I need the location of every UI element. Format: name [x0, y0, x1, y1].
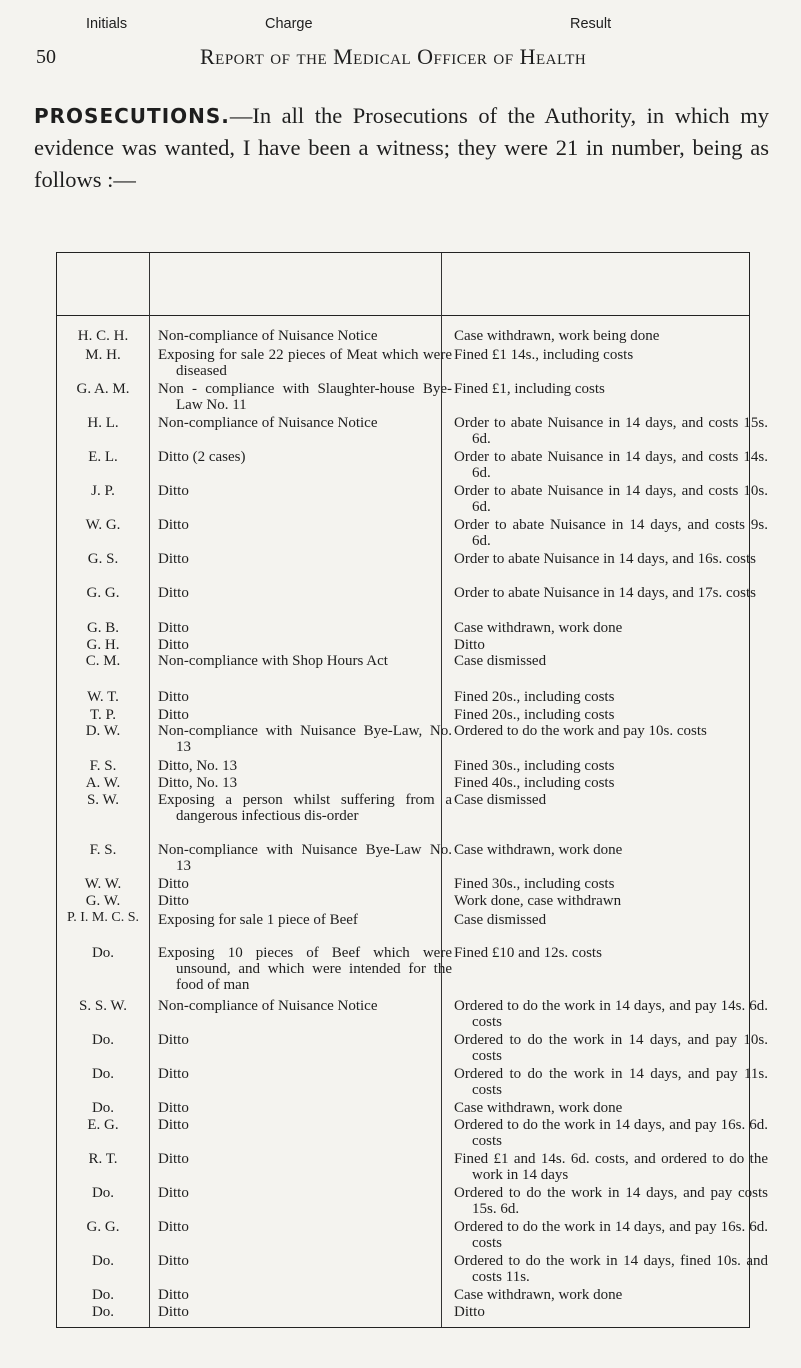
intro-paragraph — [34, 100, 769, 196]
result-cell: Order to abate Nuisance in 14 days, and costs 15s. 6d. — [454, 415, 768, 447]
initials-cell: G. G. — [86, 585, 120, 601]
result-cell: Fined £1 and 14s. 6d. costs, and ordered to do the work in 14 days — [454, 1151, 768, 1183]
charge-cell: Non-compliance with Nuisance Bye-Law, No. 13 — [158, 723, 452, 755]
result-cell: Fined £1 14s., including costs — [454, 347, 634, 363]
page-number: 50 — [36, 46, 56, 68]
charge-cell: Ditto — [158, 620, 189, 636]
charge-cell: Ditto — [158, 483, 189, 499]
result-cell: Order to abate Nuisance in 14 days, and 17s. costs — [454, 585, 757, 601]
result-cell: Ordered to do the work in 14 days, and pay 16s. 6d. costs — [454, 1219, 768, 1251]
initials-cell: W. G. — [85, 517, 121, 533]
initials-cell: W. T. — [87, 689, 119, 705]
charge-cell: Ditto — [158, 707, 189, 723]
initials-cell: S. S. W. — [79, 998, 127, 1014]
result-cell: Order to abate Nuisance in 14 days, and 16s. costs — [454, 551, 757, 567]
charge-cell: Ditto — [158, 1117, 189, 1133]
initials-cell: M. H. — [85, 347, 121, 363]
initials-cell: P. I. M. C. S. — [67, 910, 139, 925]
charge-cell: Non-compliance with Shop Hours Act — [158, 653, 388, 669]
result-cell: Fined 20s., including costs — [454, 689, 615, 705]
header-rule — [57, 315, 749, 316]
initials-cell: G. W. — [85, 893, 121, 909]
result-cell: Ordered to do the work in 14 days, and pay 14s. 6d. costs — [454, 998, 768, 1030]
charge-cell: Ditto — [158, 893, 189, 909]
result-cell: Ordered to do the work in 14 days, and pay 10s. costs — [454, 1032, 768, 1064]
initials-cell: E. G. — [87, 1117, 119, 1133]
section-heading: PROSECUTIONS. — [34, 104, 230, 128]
result-cell: Case withdrawn, work done — [454, 1100, 623, 1116]
charge-cell: Ditto — [158, 1151, 189, 1167]
initials-cell: G. B. — [86, 620, 120, 636]
charge-cell: Ditto — [158, 551, 189, 567]
result-cell: Order to abate Nuisance in 14 days, and costs 9s. 6d. — [454, 517, 768, 549]
initials-cell: G. A. M. — [76, 381, 130, 397]
initials-cell: S. W. — [86, 792, 120, 808]
result-cell: Case dismissed — [454, 792, 547, 808]
result-cell: Ordered to do the work in 14 days, and pay 16s. 6d. costs — [454, 1117, 768, 1149]
initials-cell: T. P. — [90, 707, 116, 723]
charge-cell: Ditto — [158, 876, 189, 892]
charge-cell: Exposing for sale 1 piece of Beef — [158, 912, 358, 928]
charge-cell: Non-compliance of Nuisance Notice — [158, 328, 378, 344]
charge-cell: Ditto — [158, 637, 189, 653]
initials-cell: Do. — [91, 1304, 115, 1320]
result-cell: Ditto — [454, 637, 485, 653]
initials-cell: Do. — [91, 1287, 115, 1303]
charge-cell: Ditto — [158, 1253, 189, 1269]
charge-cell: Non-compliance with Nuisance Bye-Law No. 13 — [158, 842, 452, 874]
initials-cell: G. H. — [86, 637, 120, 653]
result-cell: Fined 20s., including costs — [454, 707, 615, 723]
column-divider — [149, 253, 150, 1327]
initials-cell: Do. — [91, 1066, 115, 1082]
charge-cell: Ditto — [158, 585, 189, 601]
result-cell: Ordered to do the work in 14 days, fined 10s. and costs 11s. — [454, 1253, 768, 1285]
result-cell: Case withdrawn, work done — [454, 842, 623, 858]
result-cell: Fined £10 and 12s. costs — [454, 945, 602, 961]
charge-cell: Ditto — [158, 1066, 189, 1082]
charge-cell: Ditto, No. 13 — [158, 758, 238, 774]
result-cell: Work done, case withdrawn — [454, 893, 622, 909]
result-cell: Order to abate Nuisance in 14 days, and costs 10s. 6d. — [454, 483, 768, 515]
initials-cell: Do. — [91, 1253, 115, 1269]
initials-cell: A. W. — [85, 775, 121, 791]
result-cell: Ordered to do the work in 14 days, and pay 11s. costs — [454, 1066, 768, 1098]
charge-cell: Non-compliance of Nuisance Notice — [158, 415, 378, 431]
result-cell: Fined 30s., including costs — [454, 876, 615, 892]
charge-cell: Ditto — [158, 1100, 189, 1116]
initials-cell: Do. — [91, 1032, 115, 1048]
initials-cell: F. S. — [89, 842, 117, 858]
charge-cell: Ditto — [158, 1219, 189, 1235]
initials-cell: Do. — [91, 1185, 115, 1201]
initials-cell: W. W. — [84, 876, 122, 892]
charge-cell: Ditto (2 cases) — [158, 449, 246, 465]
running-head: Report of the Medical Officer of Health — [200, 44, 587, 69]
initials-cell: J. P. — [91, 483, 115, 499]
initials-cell: H. L. — [87, 415, 119, 431]
charge-cell: Ditto — [158, 1287, 189, 1303]
charge-cell: Exposing for sale 22 pieces of Meat which were diseased — [158, 347, 452, 379]
charge-cell: Non - compliance with Slaughter-house Bye-Law No. 11 — [158, 381, 452, 413]
charge-cell: Ditto — [158, 517, 189, 533]
result-cell: Case withdrawn, work being done — [454, 328, 660, 344]
result-cell: Case dismissed — [454, 912, 547, 928]
result-cell: Case dismissed — [454, 653, 547, 669]
initials-cell: Do. — [91, 1100, 115, 1116]
result-cell: Ditto — [454, 1304, 485, 1320]
intro-text: —In all the Prosecutions of the Authority, in which my evidence was wanted, I have been a witness; they were 21 in number, being as follows :— — [34, 103, 769, 192]
initials-cell: E. L. — [88, 449, 118, 465]
charge-cell: Ditto — [158, 1304, 189, 1320]
result-cell: Case withdrawn, work done — [454, 1287, 623, 1303]
initials-cell: R. T. — [88, 1151, 118, 1167]
result-cell: Case withdrawn, work done — [454, 620, 623, 636]
initials-cell: F. S. — [89, 758, 117, 774]
result-cell: Ordered to do the work and pay 10s. costs — [454, 723, 707, 739]
charge-cell: Exposing a person whilst suffering from a dangerous infectious dis-order — [158, 792, 452, 824]
initials-cell: D. W. — [85, 723, 121, 739]
charge-cell: Ditto — [158, 1032, 189, 1048]
initials-cell: C. M. — [85, 653, 121, 669]
initials-cell: G. G. — [86, 1219, 120, 1235]
initials-cell: H. C. H. — [77, 328, 129, 344]
result-cell: Fined 30s., including costs — [454, 758, 615, 774]
initials-cell: Do. — [91, 945, 115, 961]
charge-cell: Ditto — [158, 689, 189, 705]
result-cell: Ordered to do the work in 14 days, and pay costs 15s. 6d. — [454, 1185, 768, 1217]
charge-cell: Ditto, No. 13 — [158, 775, 238, 791]
column-header-charge: Charge — [265, 16, 313, 32]
charge-cell: Ditto — [158, 1185, 189, 1201]
result-cell: Fined 40s., including costs — [454, 775, 615, 791]
result-cell: Order to abate Nuisance in 14 days, and costs 14s. 6d. — [454, 449, 768, 481]
column-header-result: Result — [570, 16, 612, 32]
initials-cell: G. S. — [87, 551, 119, 567]
charge-cell: Exposing 10 pieces of Beef which were unsound, and which were intended for the food of man — [158, 945, 452, 993]
charge-cell: Non-compliance of Nuisance Notice — [158, 998, 378, 1014]
result-cell: Fined £1, including costs — [454, 381, 605, 397]
column-header-initials: Initials — [86, 16, 128, 32]
